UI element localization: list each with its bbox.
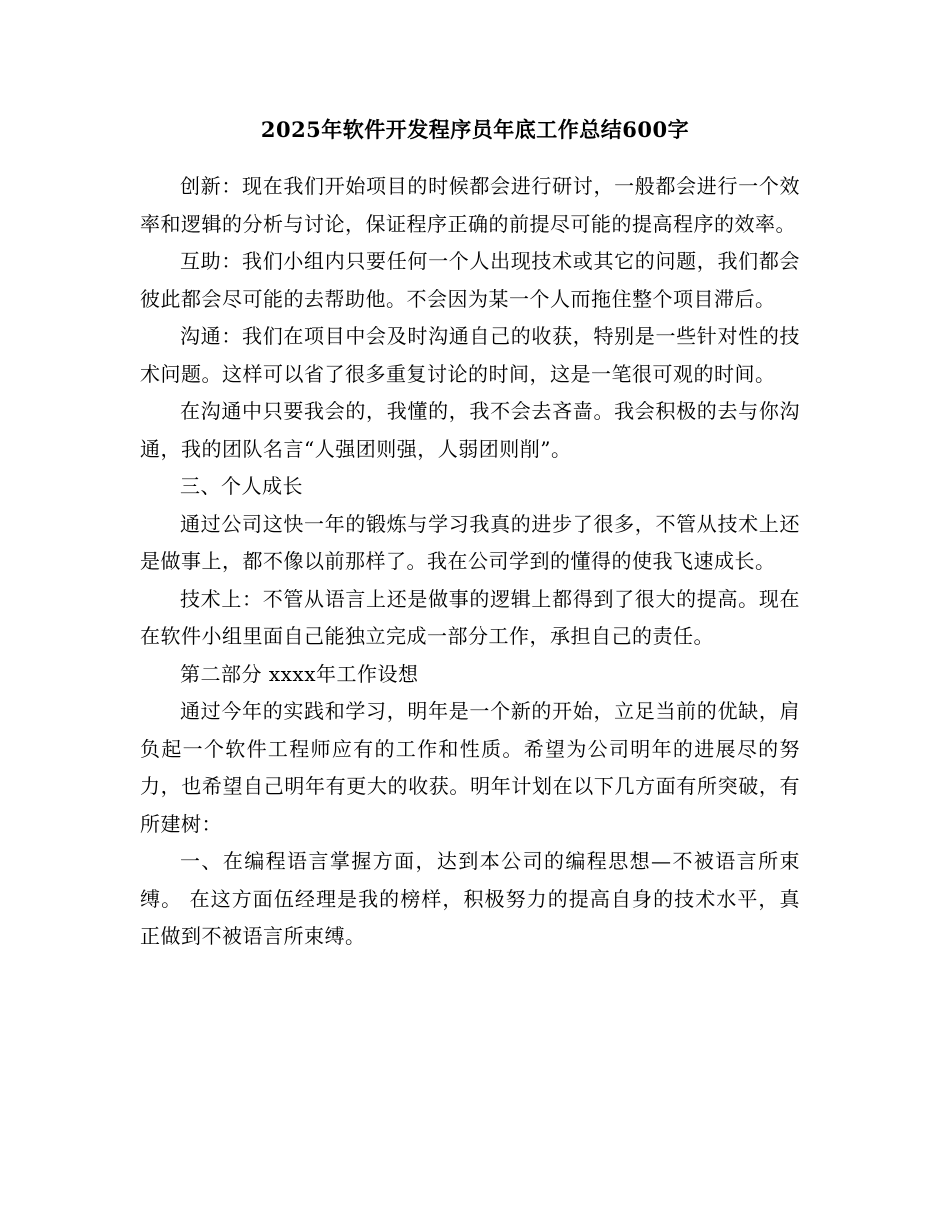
document-body (140, 168, 800, 956)
paragraph-mutual-help: 互助：我们小组内只要任何一个人出现技术或其它的问题，我们都会彼此都会尽可能的去帮助他。不会因为某一个人而拖住整个项目滞后。 (140, 249, 800, 311)
paragraph-plans: 通过今年的实践和学习，明年是一个新的开始，立足当前的优缺，肩负起一个软件工程师应有的工作和性质。希望为公司明年的进展尽的努力，也希望自己明年有更大的收获。明年计划在以下几方面有所突破，有所建树： (140, 699, 800, 836)
paragraph-innovation: 创新：现在我们开始项目的时候都会进行研讨，一般都会进行一个效率和逻辑的分析与讨论，保证程序正确的前提尽可能的提高程序的效率。 (140, 174, 800, 236)
section-heading-personal-growth: 三、个人成长 (180, 474, 303, 498)
paragraph-growth: 通过公司这快一年的锻炼与学习我真的进步了很多，不管从技术上还是做事上，都不像以前那样了。我在公司学到的懂得的使我飞速成长。 (140, 511, 800, 573)
paragraph-technical: 技术上：不管从语言上还是做事的逻辑上都得到了很大的提高。现在在软件小组里面自己能独立完成一部分工作，承担自己的责任。 (140, 586, 800, 648)
paragraph-sharing: 在沟通中只要我会的，我懂的，我不会去吝啬。我会积极的去与你沟通，我的团队名言“人强团则强，人弱团则削”。 (140, 399, 800, 461)
paragraph-programming-language: 一、在编程语言掌握方面，达到本公司的编程思想—不被语言所束缚。 在这方面伍经理是我的榜样，积极努力的提高自身的技术水平，真正做到不被语言所束缚。 (140, 849, 800, 948)
document-title: 2025年软件开发程序员年底工作总结600字 (260, 117, 690, 142)
paragraph-communication: 沟通：我们在项目中会及时沟通自己的收获，特别是一些针对性的技术问题。这样可以省了很多重复讨论的时间，这是一笔很可观的时间。 (140, 324, 800, 386)
section-heading-part-two: 第二部分 xxxx年工作设想 (180, 661, 419, 686)
